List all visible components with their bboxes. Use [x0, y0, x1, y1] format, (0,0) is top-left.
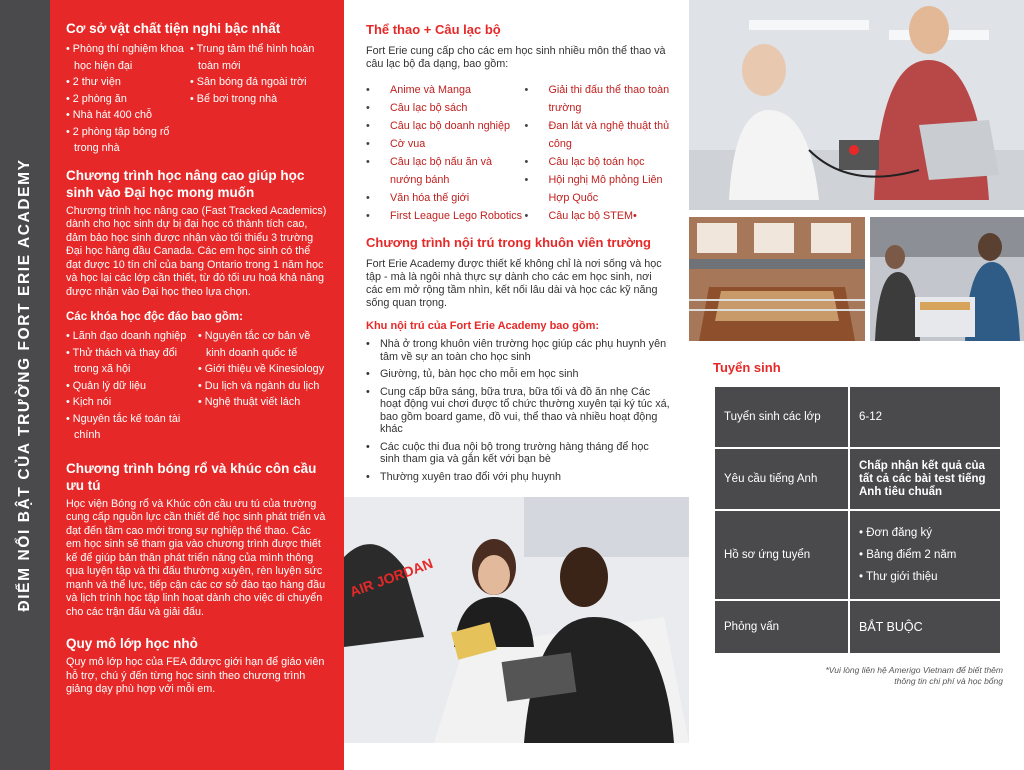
clubs-list [366, 81, 671, 225]
list-item: • Sân bóng đá ngoài trời [190, 74, 328, 91]
list-item: • Phòng thí nghiệm khoa học hiện đại [66, 41, 190, 74]
table-cell: Yêu cầu tiếng Anh [715, 449, 848, 509]
list-item: • Hội nghị Mô phỏng Liên Hợp Quốc [524, 171, 671, 207]
svg-text:AIR JORDAN: AIR JORDAN [347, 554, 435, 600]
courses-list [66, 328, 328, 444]
list-item: • Thư giới thiệu [859, 566, 991, 588]
table-cell: Phỏng vấn [715, 601, 848, 653]
sports-text: Fort Erie cung cấp cho các em học sinh nhiều môn thể thao và câu lạc bộ đa dạng, bao gồm: [366, 45, 666, 70]
vertical-title: ĐIỂM NỔI BẬT CỦA TRƯỜNG FORT ERIE ACADEMY [16, 158, 33, 612]
list-item: • Cung cấp bữa sáng, bữa trưa, bữa tối và đồ ăn nhẹ Các hoạt động vui chơi được tổ chức thường xuyên tại ký túc xá, bao gồm board game, đồ vui, thể thao và nhiều hoạt động khác [366, 386, 671, 436]
table-row [715, 601, 1000, 653]
table-row [715, 511, 1000, 599]
table-cell [850, 511, 1000, 599]
boarding-subtitle: Khu nội trú của Fort Erie Academy bao gồm: [366, 320, 600, 332]
table-cell: Tuyển sinh các lớp [715, 387, 848, 447]
table-cell: 6-12 [850, 387, 1000, 447]
note-line: thông tin chi phí và học bổng [894, 676, 1003, 686]
robotics-photo [689, 0, 1024, 210]
enrollment-note [713, 665, 1003, 687]
list-item: • Bảng điểm 2 năm [859, 544, 991, 566]
list-item: • Quản lý dữ liệu [66, 378, 198, 395]
list-item: • Nghệ thuật viết lách [198, 394, 328, 411]
list-item: • Đơn đăng ký [859, 522, 991, 544]
red-column [50, 0, 344, 770]
list-item: • Trung tâm thể hình hoàn toàn mới [190, 41, 328, 74]
basketball-text: Học viện Bóng rổ và Khúc côn cầu ưu tú của trường cung cấp nguồn lực cần thiết để học sinh phát triển và đạt đến tầm cao mới trong sự nghiệp thể thao. Các em học sinh sẽ tham gia vào chương trình được thiết kế để giúp bản thân phát triển năng của mình thông qua luyện tập và thi đấu thường xuyên, rèn luyện sức mạnh và thể lực, tiếp cận các cơ sở đào tạo hàng đầu và lịch trình học tập linh hoạt dành cho việc di chuyển cho các trận đấu và giải đấu. [66, 497, 326, 618]
list-item: • Câu lạc bộ nấu ăn và nướng bánh [366, 153, 524, 189]
boarding-list [366, 338, 671, 483]
side-strip [0, 0, 50, 770]
list-item: • Cờ vua [366, 135, 524, 153]
facilities-title: Cơ sở vật chất tiện nghi bậc nhất [66, 21, 281, 36]
list-item: • Câu lạc bộ STEM• [524, 207, 671, 225]
list-item: • Câu lạc bộ sách [366, 99, 524, 117]
facilities-list [66, 41, 328, 157]
list-item: • Thử thách và thay đổi trong xã hội [66, 345, 198, 378]
list-item: • Câu lạc bộ toán học [524, 153, 671, 171]
advanced-title: Chương trình học nâng cao giúp học sinh vào Đại học mong muốn [66, 167, 305, 200]
middle-column [344, 0, 689, 497]
courses-title: Các khóa học độc đáo bao gồm: [66, 311, 243, 323]
boarding-text: Fort Erie Academy được thiết kế không chỉ là nơi sống và học tập - mà là ngôi nhà thực sự dành cho các em học sinh, nơi các em mở rộng tầm nhìn, kết nối lâu dài và học các kỹ năng sống quan trọng. [366, 258, 662, 309]
cafeteria-photo [870, 217, 1024, 341]
list-item: • 2 phòng tập bóng rổ trong nhà [66, 124, 190, 157]
list-item: • Nhà ở trong khuôn viên trường học giúp các phụ huynh yên tâm về sự an toàn cho học sinh [366, 338, 671, 363]
list-item: • Giới thiệu về Kinesiology [198, 361, 328, 378]
list-item: • Kịch nói [66, 394, 198, 411]
list-item: • Giải thi đấu thể thao toàn trường [524, 81, 671, 117]
list-item: • Nguyên tắc cơ bản về kinh doanh quốc tế [198, 328, 328, 361]
enrollment-table [713, 385, 1002, 655]
table-cell: Chấp nhận kết quả của tất cả các bài test tiếng Anh tiêu chuẩn [850, 449, 1000, 509]
list-item: • Bể bơi trong nhà [190, 91, 328, 108]
sports-title: Thể thao + Câu lạc bộ [366, 22, 501, 37]
classroom-photo [344, 497, 689, 743]
foosball-photo [689, 217, 865, 341]
note-line: *Vui lòng liên hệ Amerigo Vietnam để biết thêm [825, 665, 1003, 675]
list-item: • First League Lego Robotics [366, 207, 524, 225]
list-item: • 2 phòng ăn [66, 91, 190, 108]
table-cell: BẮT BUỘC [850, 601, 1000, 653]
boarding-title: Chương trình nội trú trong khuôn viên trường [366, 235, 651, 250]
list-item: • Anime và Manga [366, 81, 524, 99]
classsize-text: Quy mô lớp học của FEA đđược giới hạn để giáo viên hỗ trợ, chú ý đến từng học sinh theo chương trình giảng dạy phù hợp với mỗi em. [66, 656, 325, 695]
list-item: • Các cuộc thi đua nội bộ trong trường hàng tháng để học sinh tham gia và gắn kết với bạn bè [366, 441, 671, 466]
list-item: • Câu lạc bộ doanh nghiệp [366, 117, 524, 135]
table-row [715, 387, 1000, 447]
advanced-text: Chương trình học nâng cao (Fast Tracked Academics) dành cho học sinh dự bị đại học có thành tích cao, đảm bảo học sinh được nhận vào tối thiểu 3 trường Đại học hàng đầu Canada. Các em học sinh có thể đạt được 10 tín chỉ của bang Ontario trong 1 năm học và học lại các lớp cần thiết, từ đó tối ưu hoá khả năng được nhận vào Đại học theo lựa chọn. [66, 204, 327, 298]
basketball-title: Chương trình bóng rổ và khúc côn cầu ưu tú [66, 460, 317, 493]
list-item: • 2 thư viện [66, 74, 190, 91]
classsize-title: Quy mô lớp học nhỏ [66, 636, 198, 651]
list-item: • Giường, tủ, bàn học cho mỗi em học sinh [366, 368, 671, 381]
list-item: • Du lịch và ngành du lịch [198, 378, 328, 395]
list-item: • Thường xuyên trao đổi với phụ huynh [366, 471, 671, 484]
list-item: • Đan lát và nghệ thuật thủ công [524, 117, 671, 153]
list-item: • Nhà hát 400 chỗ [66, 107, 190, 124]
table-cell: Hồ sơ ứng tuyển [715, 511, 848, 599]
table-row [715, 449, 1000, 509]
enrollment-title: Tuyển sinh [713, 360, 781, 375]
list-item: • Văn hóa thế giới [366, 189, 524, 207]
list-item: • Lãnh đạo doanh nghiệp [66, 328, 198, 345]
enrollment-section [713, 360, 1003, 687]
list-item: • Nguyên tắc kế toán tài chính [66, 411, 198, 444]
